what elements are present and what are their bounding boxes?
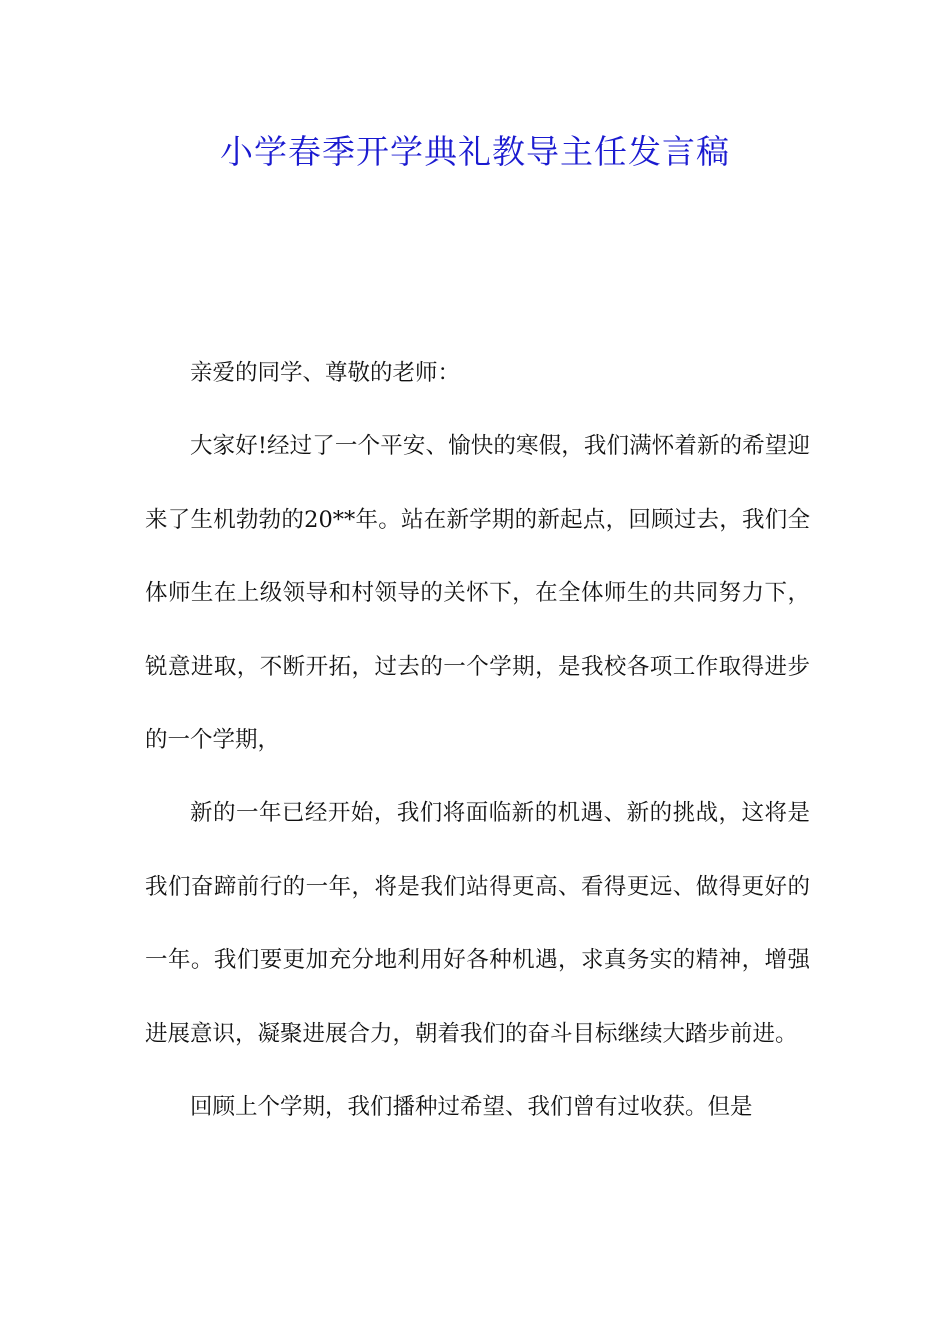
document-body <box>145 337 810 1144</box>
paragraph-salutation: 亲爱的同学、尊敬的老师： <box>190 360 461 386</box>
paragraph-greeting: 大家好!经过了一个平安、愉快的寒假，我们满怀着新的希望迎来了生机勃勃的20**年。站在新学期的新起点，回顾过去，我们全体师生在上级领导和村领导的关怀下，在全体师生的共同努力下，锐意进取，不断开拓，过去的一个学期，是我校各项工作取得进步的一个学期， <box>145 433 810 754</box>
paragraph-review: 回顾上个学期，我们播种过希望、我们曾有过收获。但是 <box>190 1094 753 1121</box>
document-title: 小学春季开学典礼教导主任发言稿 <box>220 132 730 171</box>
paragraph-new-year: 新的一年已经开始，我们将面临新的机遇、新的挑战，这将是我们奋蹄前行的一年，将是我们站得更高、看得更远、做得更好的一年。我们要更加充分地利用好各种机遇，求真务实的精神，增强进展意识，凝聚进展合力，朝着我们的奋斗目标继续大踏步前进。 <box>145 800 810 1047</box>
